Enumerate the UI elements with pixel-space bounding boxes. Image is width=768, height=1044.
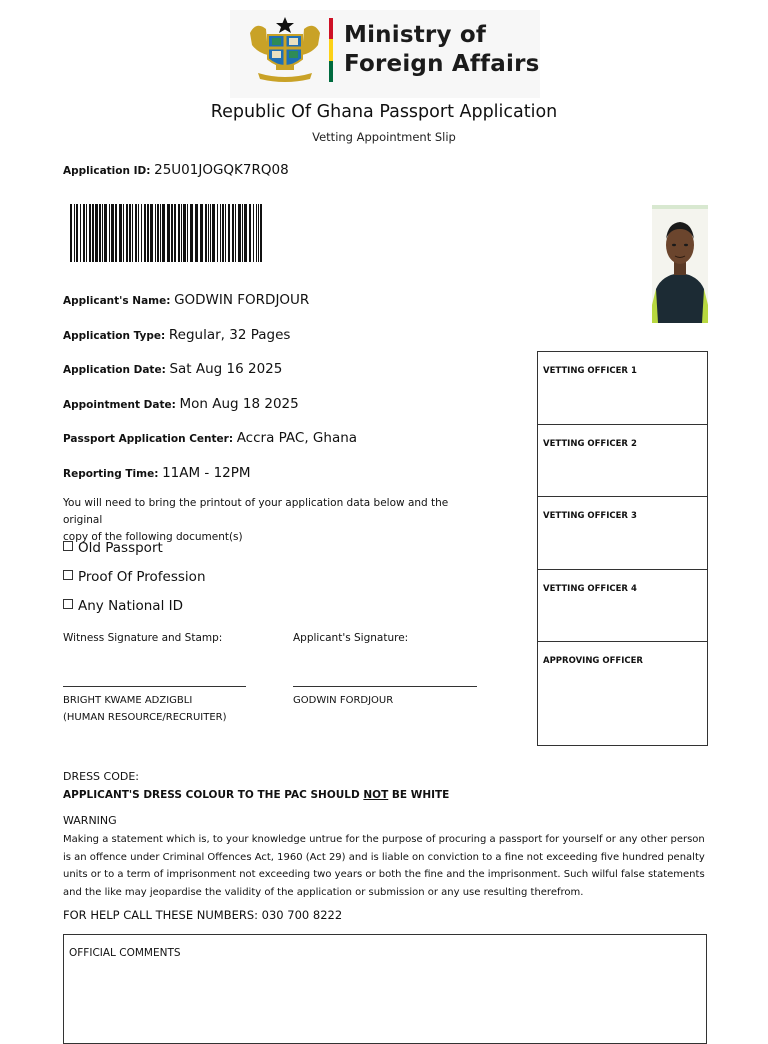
barcode-bar xyxy=(220,204,221,262)
barcode-bar xyxy=(76,204,78,262)
document-subtitle: Vetting Appointment Slip xyxy=(312,130,456,144)
vetting-officer-1-label: VETTING OFFICER 1 xyxy=(543,366,637,376)
barcode-bar xyxy=(260,204,262,262)
coat-of-arms-icon xyxy=(246,15,324,85)
official-comments-label: OFFICIAL COMMENTS xyxy=(69,947,181,959)
barcode-bar xyxy=(187,204,188,262)
warning-text: Making a statement which is, to your knowledge untrue for the purpose of procuring a passport for yourself or any other person is an offence under Criminal Offences Act, 1960 (Act 29) and is liable on conviction to a fine not exceeding five hundred penalty units or to a term of imprisonment not exceeding two years or both the fine and the imprisonment. Such wilful false statements and the like may jeopardise the validity of the application or submission or any use resulting therefrom. xyxy=(63,834,705,898)
checkbox-icon xyxy=(63,541,73,551)
barcode-bar xyxy=(235,204,236,262)
applicant-signature-label: Applicant's Signature: xyxy=(293,632,409,644)
document-item-label: Old Passport xyxy=(78,540,163,556)
barcode-bar xyxy=(253,204,254,262)
barcode-bar xyxy=(256,204,257,262)
barcode-bar xyxy=(70,204,72,262)
checkbox-icon xyxy=(63,570,73,580)
appointment-date-field xyxy=(63,393,299,412)
dress-code-rule-start: APPLICANT'S DRESS COLOUR TO THE PAC SHOULD xyxy=(63,789,364,801)
barcode-bar xyxy=(238,204,241,262)
barcode-bar xyxy=(205,204,207,262)
barcode-bar xyxy=(147,204,149,262)
application-id-value: 25U01JOGQK7RQ08 xyxy=(154,162,289,178)
vetting-officer-3-box xyxy=(538,497,707,570)
barcode-bar xyxy=(115,204,117,262)
barcode-bar xyxy=(123,204,124,262)
witness-role: (HUMAN RESOURCE/RECRUITER) xyxy=(63,712,227,723)
reporting-time-field xyxy=(63,462,251,481)
appointment-date-value: Mon Aug 18 2025 xyxy=(179,396,299,412)
barcode-bar xyxy=(102,204,103,262)
barcode-bar xyxy=(162,204,165,262)
barcode-bar xyxy=(167,204,170,262)
document-item-label: Proof Of Profession xyxy=(78,569,206,585)
barcode-bar xyxy=(200,204,203,262)
approving-officer-label: APPROVING OFFICER xyxy=(543,656,643,666)
barcode-bar xyxy=(126,204,128,262)
application-center-label: Passport Application Center: xyxy=(63,433,237,445)
application-date-field xyxy=(63,358,282,377)
document-title: Republic Of Ghana Passport Application xyxy=(210,102,558,122)
application-date-value: Sat Aug 16 2025 xyxy=(169,361,283,377)
vetting-officers-table xyxy=(537,351,708,746)
instructions-line-1: You will need to bring the printout of your application data below and the original xyxy=(63,497,449,526)
barcode-bar xyxy=(183,204,186,262)
application-id-field xyxy=(63,159,289,178)
approving-officer-box xyxy=(538,642,707,745)
barcode-bar xyxy=(109,204,110,262)
ministry-name-line2: Foreign Affairs xyxy=(344,51,540,77)
barcode-bar xyxy=(99,204,101,262)
barcode-bar xyxy=(160,204,161,262)
warning-title: WARNING xyxy=(63,814,117,827)
appointment-date-label: Appointment Date: xyxy=(63,399,180,411)
barcode-bar xyxy=(228,204,230,262)
barcode-bar xyxy=(119,204,122,262)
barcode-bar xyxy=(92,204,94,262)
barcode-bar xyxy=(190,204,193,262)
barcode-bar xyxy=(225,204,226,262)
barcode-bar xyxy=(244,204,247,262)
flag-gold-stripe xyxy=(329,39,333,60)
checkbox-icon xyxy=(63,599,73,609)
witness-name-block xyxy=(63,692,227,726)
barcode-bar xyxy=(141,204,142,262)
application-center-field xyxy=(63,427,357,446)
applicant-name-field xyxy=(63,289,309,308)
flag-green-stripe xyxy=(329,61,333,82)
barcode-bar xyxy=(74,204,75,262)
barcode-bar xyxy=(208,204,209,262)
witness-name: BRIGHT KWAME ADZIGBLI xyxy=(63,695,193,706)
document-item-old-passport xyxy=(63,540,163,556)
dress-code-rule xyxy=(63,789,449,801)
applicant-signature-name: GODWIN FORDJOUR xyxy=(293,695,394,706)
witness-signature-line xyxy=(63,686,246,687)
barcode-bar xyxy=(242,204,243,262)
barcode-bar xyxy=(95,204,98,262)
vetting-officer-4-label: VETTING OFFICER 4 xyxy=(543,583,637,594)
applicant-signature-line xyxy=(293,686,477,687)
application-center-value: Accra PAC, Ghana xyxy=(236,430,358,446)
barcode-bar xyxy=(249,204,251,262)
barcode-bar xyxy=(222,204,224,262)
application-type-label: Application Type: xyxy=(63,330,169,342)
barcode-bar xyxy=(155,204,156,262)
barcode-bar xyxy=(83,204,85,262)
barcode-bar xyxy=(258,204,259,262)
vetting-officer-1-box xyxy=(538,352,707,425)
applicant-name-label: Applicant's Name: xyxy=(63,295,175,307)
barcode-bar xyxy=(178,204,180,262)
applicant-photo xyxy=(652,205,708,323)
ghana-flag-stripe xyxy=(329,18,333,82)
dress-code-rule-emphasis: NOT xyxy=(363,789,389,801)
application-date-label: Application Date: xyxy=(63,364,170,376)
barcode-icon xyxy=(70,204,262,262)
applicant-name-value: GODWIN FORDJOUR xyxy=(174,292,310,308)
official-comments-box xyxy=(63,934,707,1044)
dress-code-title: DRESS CODE: xyxy=(63,770,139,783)
dress-code-rule-end: BE WHITE xyxy=(388,789,450,801)
barcode-bar xyxy=(135,204,137,262)
barcode-bar xyxy=(195,204,198,262)
vetting-officer-3-label: VETTING OFFICER 3 xyxy=(543,511,637,521)
barcode-bar xyxy=(132,204,133,262)
reporting-time-value: 11AM - 12PM xyxy=(162,465,251,481)
barcode-bar xyxy=(80,204,81,262)
barcode-bar xyxy=(144,204,146,262)
witness-signature-label: Witness Signature and Stamp: xyxy=(63,632,223,644)
barcode-bar xyxy=(86,204,87,262)
barcode-bar xyxy=(138,204,139,262)
barcode-bar xyxy=(171,204,173,262)
help-phone-numbers: FOR HELP CALL THESE NUMBERS: 030 700 8222 xyxy=(63,908,343,922)
ministry-name-line1: Ministry of xyxy=(344,22,487,48)
document-item-proof-of-profession xyxy=(63,569,206,585)
vetting-officer-2-label: VETTING OFFICER 2 xyxy=(543,438,637,449)
flag-red-stripe xyxy=(329,18,333,39)
barcode-bar xyxy=(89,204,91,262)
barcode-bar xyxy=(181,204,182,262)
barcode-bar xyxy=(150,204,153,262)
instructions-line-2: copy of the following document(s) xyxy=(63,531,243,543)
application-id-label: Application ID: xyxy=(63,165,155,177)
barcode-bar xyxy=(129,204,131,262)
document-item-national-id xyxy=(63,598,183,614)
vetting-officer-4-box xyxy=(538,570,707,643)
barcode-bar xyxy=(217,204,218,262)
application-type-field xyxy=(63,324,290,343)
reporting-time-label: Reporting Time: xyxy=(63,468,163,480)
instructions-text xyxy=(63,495,483,546)
barcode-bar xyxy=(212,204,215,262)
vetting-officer-2-box xyxy=(538,425,707,498)
barcode-bar xyxy=(104,204,107,262)
barcode-bar xyxy=(210,204,211,262)
barcode-bar xyxy=(157,204,159,262)
barcode-bar xyxy=(174,204,176,262)
application-type-value: Regular, 32 Pages xyxy=(168,327,291,343)
document-item-label: Any National ID xyxy=(78,598,183,614)
barcode-bar xyxy=(111,204,114,262)
barcode-bar xyxy=(232,204,234,262)
